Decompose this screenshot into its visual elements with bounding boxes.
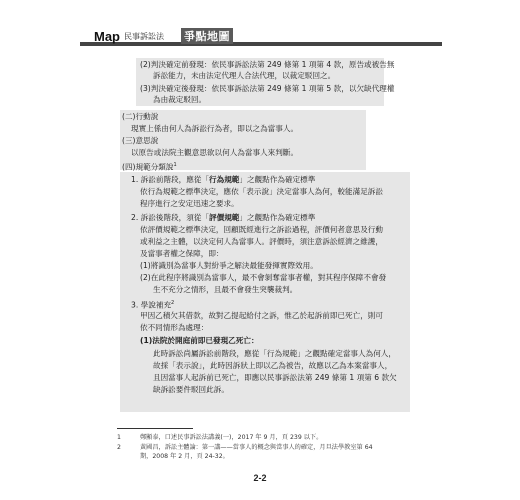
subheading: (1)法院於開庭前即已發現乙死亡： [140, 336, 259, 345]
footnote-number: 1 [117, 434, 121, 441]
footnote-ref-1: 1 [173, 162, 177, 168]
header-logo: Map [94, 29, 120, 44]
text-line: (1)將識別為當事人對紛爭之解決最能發揮實際效用。 [140, 261, 318, 270]
text-line: 依評價規範之標準決定，回顧既經進行之訴訟過程，評價何者意思及行動 [140, 225, 383, 234]
header-tag: 爭點地圖 [181, 28, 233, 44]
text-line: (3)判決確定後發現：依民事訴訟法第 249 條第 1 項第 5 款，以欠缺代理權 [140, 84, 395, 93]
text-line: 生不充分之情形，且最不會發生突襲裁判。 [153, 285, 298, 294]
section-heading [122, 160, 177, 173]
page-number: 2-2 [253, 473, 267, 483]
subheading-text: 」之觀點作為確定標準 [239, 175, 316, 184]
text-line: 依不同情形為處理： [140, 323, 209, 332]
footnote-ref-2: 2 [171, 300, 175, 306]
footnote-rule [117, 428, 193, 429]
text-line: (2)在此程序將識別為當事人，最不會剝奪當事者權，對其程序保障不會發 [140, 273, 387, 282]
text-line: 故採「表示說」，此時因訴狀上即以乙為被告，故應以乙為本案當事人， [153, 361, 393, 370]
subheading-text: 」之觀點作為確定標準 [239, 213, 316, 222]
header-subtitle: 民事訴訟法 [124, 32, 164, 41]
text-line: 以原告或法院主觀意思欲以何人為當事人來判斷。 [131, 148, 299, 157]
subheading-text: 1. 訴訟前階段，應從「 [131, 175, 210, 184]
subheading-text: 2. 訴訟後階段，須從「 [131, 213, 210, 222]
text-line: 且因當事人起訴前已死亡，即應以民事訴訟法第 249 條第 1 項第 6 款欠 [153, 373, 397, 382]
footnote-text: 黃國昌，訴訟主體論：第一講——當事人的概念與當事人的確定，月旦法學教室第 64 [140, 444, 373, 451]
text-line: 及當事者權之保障，即： [140, 249, 224, 258]
text-line: 或利益之主體，以決定何人為當事人。評價時，須注意訴訟經濟之維護， [140, 237, 383, 246]
text-line: 缺訴訟要件駁回此訴。 [153, 385, 229, 394]
keyword: 行為規範 [209, 175, 240, 184]
subheading [131, 174, 315, 185]
footnote-text: 期，2008 年 2 月，頁 24-32。 [140, 453, 229, 460]
header-rule [80, 42, 442, 46]
running-header [0, 28, 520, 50]
section-heading-text: (四)規範分類說 [122, 162, 174, 172]
text-line: 甲因乙積欠其借款，故對乙提起給付之訴，惟乙於起訴前即已死亡，則可 [140, 311, 383, 320]
subheading [131, 298, 174, 311]
section-heading: (二)行動說 [122, 112, 159, 121]
text-line: 程序進行之安定迅速之要求。 [140, 199, 239, 208]
subheading [131, 212, 315, 223]
text-line: 訴訟能力，未由法定代理人合法代理，以裁定駁回之。 [153, 71, 336, 80]
subheading-text: 3. 學說補充 [131, 300, 172, 310]
footnote-number: 2 [117, 444, 121, 451]
text-line: 為由裁定駁回。 [153, 95, 207, 104]
section-heading: (三)意思說 [122, 136, 159, 145]
keyword: 評價規範 [209, 213, 240, 222]
text-line: 現實上係由何人為訴訟行為者，即以之為當事人。 [131, 124, 299, 133]
text-line: 此時訴訟尚屬訴訟前階段，應從「行為規範」之觀點確定當事人為何人， [153, 349, 396, 358]
text-line: 依行為規範之標準決定，應依「表示說」決定當事人為何，較能滿足訴訟 [140, 187, 383, 196]
footnote-text: 鄭顯泰，口述民事訴訟法講義(一)，2017 年 9 月，頁 239 以下。 [140, 434, 323, 441]
text-line: (2)判決確定前發現：依民事訴訟法第 249 條第 1 項第 4 款，原告或被告無 [140, 60, 395, 69]
